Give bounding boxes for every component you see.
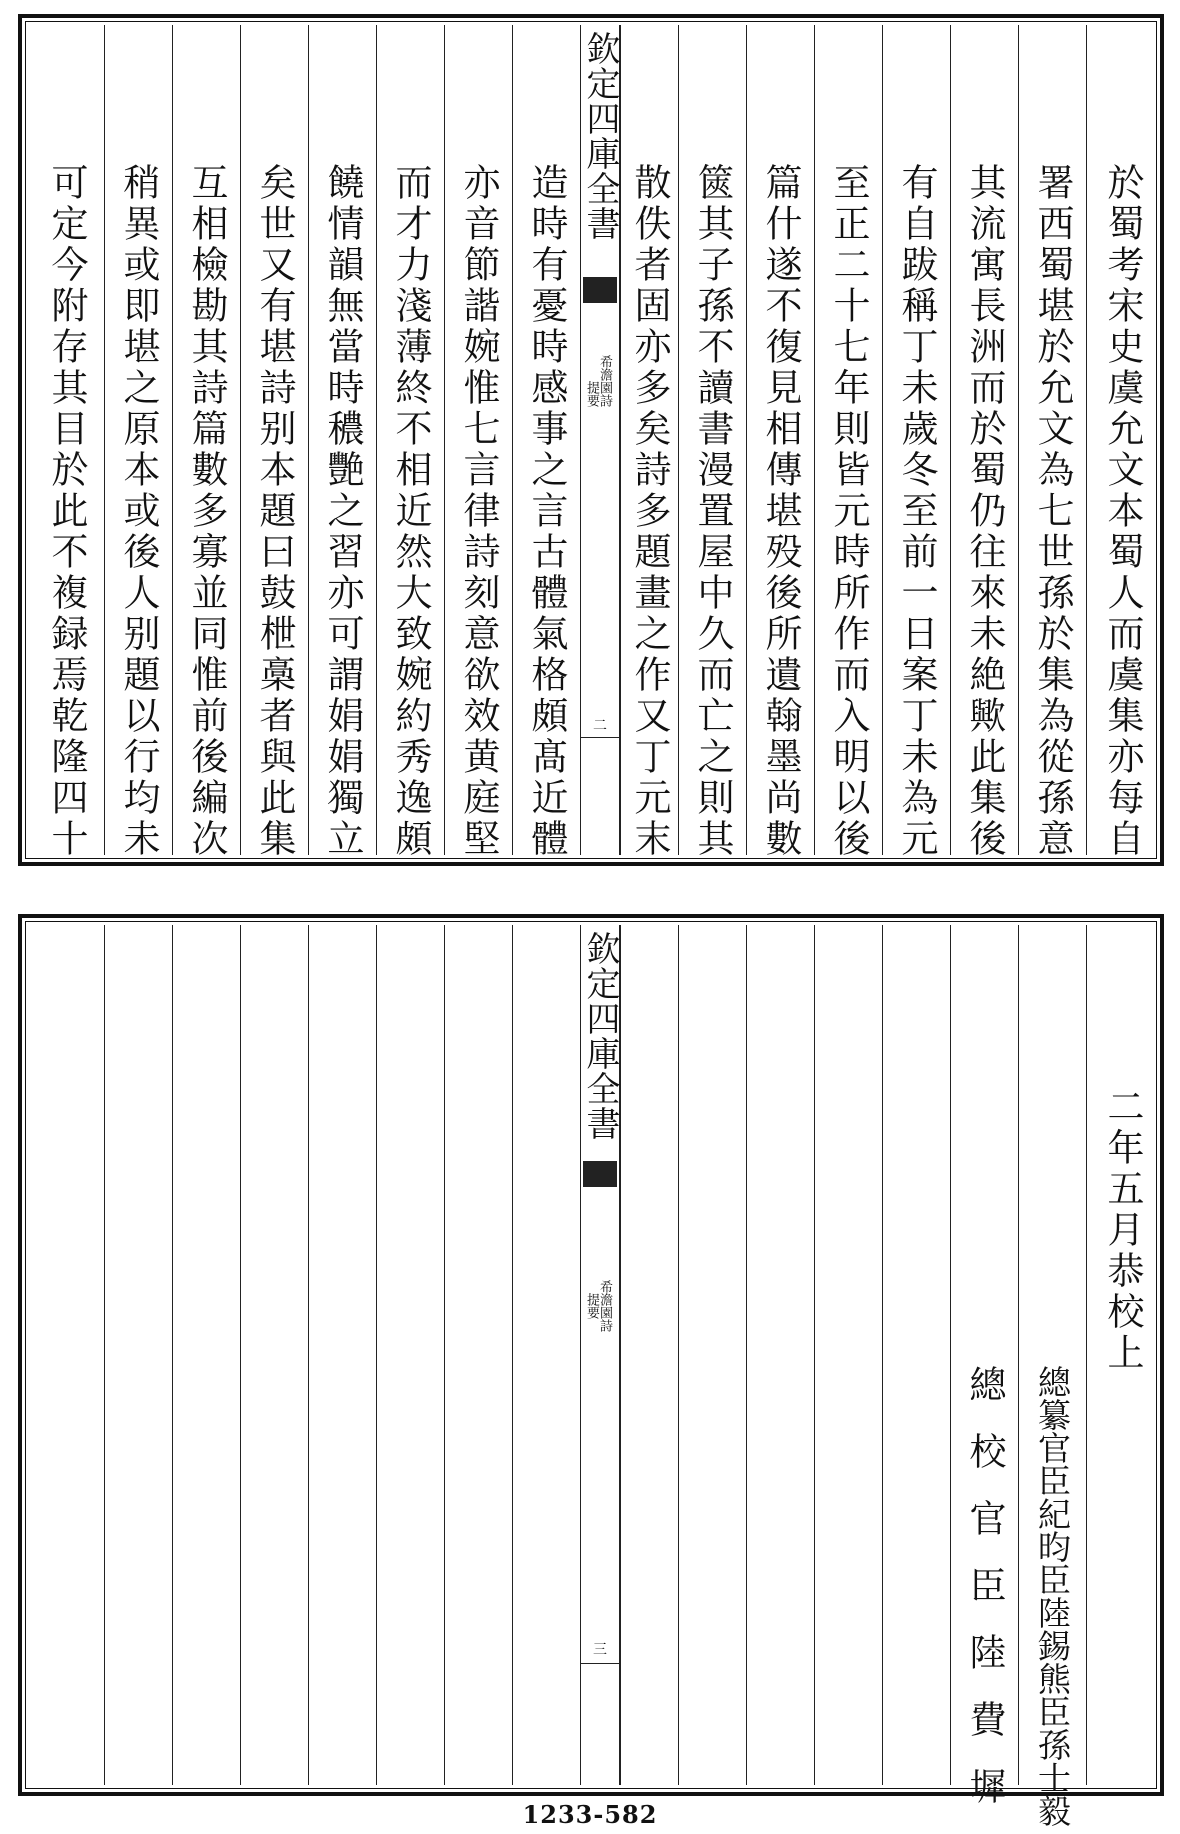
text-column	[814, 25, 882, 860]
proofreader-line: 總校官臣陸費墀	[963, 1365, 1006, 1834]
fold-column	[580, 925, 620, 1785]
text-column	[308, 25, 376, 860]
empty-column	[678, 925, 746, 1785]
text-column	[376, 25, 444, 860]
empty-column	[882, 925, 950, 1785]
text-column	[950, 925, 1018, 1834]
text-line: 至正二十七年則皆元時所作而入明以後	[827, 163, 870, 860]
date-line: 二年五月恭校上	[1101, 1087, 1144, 1374]
empty-column	[814, 925, 882, 1785]
fold-leaf-number: 三	[593, 1642, 607, 1658]
text-column	[950, 25, 1018, 860]
empty-column	[746, 925, 814, 1785]
text-column	[104, 25, 172, 860]
text-line: 於蜀考宋史虞允文本蜀人而虞集亦每自	[1101, 163, 1144, 860]
fold-rule	[581, 737, 619, 738]
text-line: 稍異或即堪之原本或後人别題以行均未	[117, 163, 160, 860]
text-column	[1018, 25, 1086, 860]
empty-column	[172, 925, 240, 1785]
text-column	[1018, 925, 1086, 1827]
text-column	[512, 25, 580, 860]
text-line: 饒情韻無當時穠艷之習亦可謂娟娟獨立	[321, 163, 364, 860]
text-line: 互相檢勘其詩篇數多寡並同惟前後編次	[185, 163, 228, 860]
text-column	[746, 25, 814, 860]
fold-title: 欽定四庫全書	[580, 931, 620, 1141]
text-column	[1086, 925, 1158, 1785]
text-line: 可定今附存其目於此不複録焉乾隆四十	[45, 163, 88, 860]
text-line: 有自跋稱丁未歲冬至前一日案丁未為元	[895, 163, 938, 860]
text-column	[444, 25, 512, 860]
fold-section: 提要	[584, 1293, 599, 1319]
empty-column	[29, 925, 104, 1785]
text-column	[620, 25, 678, 860]
fold-section: 提要	[584, 381, 599, 407]
fishtail-mark	[583, 1161, 617, 1187]
text-column	[1086, 25, 1158, 860]
fold-column	[580, 25, 620, 855]
fishtail-mark	[583, 277, 617, 303]
editors-line: 總纂官臣紀昀臣陸錫熊臣孫士毅	[1033, 1365, 1072, 1827]
fold-leaf-number: 二	[593, 718, 607, 734]
fold-rule	[581, 1663, 619, 1664]
empty-column	[444, 925, 512, 1785]
page-number: 1233-582	[522, 1800, 658, 1829]
empty-column	[104, 925, 172, 1785]
text-line: 其流寓長洲而於蜀仍往來未絶歟此集後	[963, 163, 1006, 860]
fold-title: 欽定四庫全書	[580, 31, 620, 241]
text-column	[172, 25, 240, 860]
text-line: 亦音節諧婉惟七言律詩刻意欲效黄庭堅	[457, 163, 500, 860]
text-column	[882, 25, 950, 860]
text-line: 矣世又有堪詩别本題曰鼓枻槀者與此集	[253, 163, 296, 860]
fold-book-title: 希澹園詩	[597, 1280, 612, 1332]
text-line: 署西蜀堪於允文為七世孫於集為從孫意	[1031, 163, 1074, 860]
text-line: 篋其子孫不讀書漫置屋中久而亡之則其	[691, 163, 734, 860]
text-line: 造時有憂時感事之言古體氣格頗髙近體	[525, 163, 568, 860]
empty-column	[620, 925, 678, 1785]
text-column	[29, 25, 104, 860]
empty-column	[512, 925, 580, 1785]
empty-column	[376, 925, 444, 1785]
top-page	[18, 14, 1164, 866]
text-column	[240, 25, 308, 860]
fold-book-title: 希澹園詩	[597, 355, 612, 407]
text-line: 而才力淺薄終不相近然大致婉約秀逸頗	[389, 163, 432, 860]
empty-column	[240, 925, 308, 1785]
text-line: 篇什遂不復見相傳堪殁後所遺翰墨尚數	[759, 163, 802, 860]
empty-column	[308, 925, 376, 1785]
text-line: 散佚者固亦多矣詩多題畫之作又丁元末	[628, 163, 671, 860]
text-column	[678, 25, 746, 860]
